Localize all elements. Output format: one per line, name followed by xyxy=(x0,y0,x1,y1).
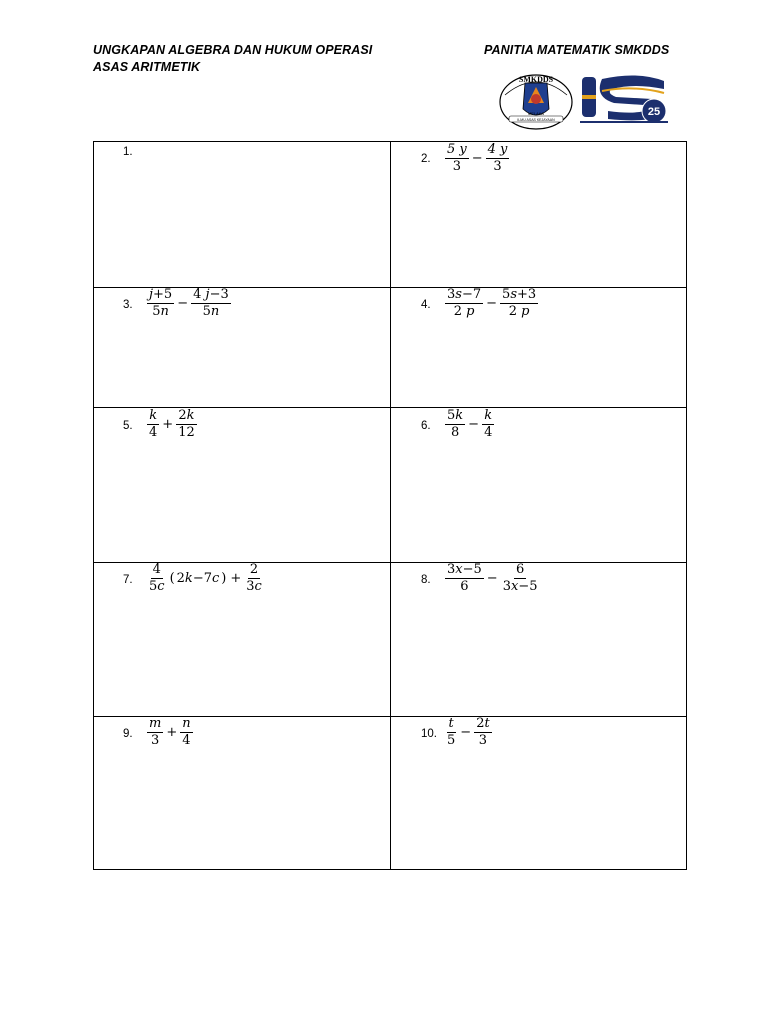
header-panel-name: PANITIA MATEMATIK SMKDDS xyxy=(484,43,670,57)
question-7-expression: $\frac{4}{5c}$ ( 2 k −7 c ) + $\frac{2}{3c}$ xyxy=(149,562,262,594)
question-number: 10. xyxy=(421,728,437,740)
question-number: 6. xyxy=(421,420,431,432)
table-column-divider xyxy=(390,142,391,869)
question-3-expression: $\frac{j+5}{5n}$ − $\frac{4 j-3}{5n}$ xyxy=(149,287,229,319)
question-number: 7. xyxy=(123,574,133,586)
question-number: 2. xyxy=(421,153,431,165)
header-topic-line1: UNGKAPAN ALGEBRA DAN HUKUM OPERASI xyxy=(93,43,373,57)
school-crest-logo xyxy=(497,69,575,131)
question-4-expression: $\frac{3s-7}{2 p}$ − $\frac{5s+3}{2 p}$ xyxy=(447,287,537,319)
anniversary-number: 25 xyxy=(647,106,661,118)
question-8-expression: $\frac{3x-5}{6}$ − $\frac{6}{3x-5}$ xyxy=(447,562,538,594)
header-topic-line2: ASAS ARITMETIK xyxy=(93,60,201,74)
question-table xyxy=(93,141,687,870)
question-number: 3. xyxy=(123,299,133,311)
school-state-text: MELAKA xyxy=(527,111,545,116)
question-6-expression: $\frac{5k}{8}$ − $\frac{k}{4}$ xyxy=(447,408,493,440)
question-number: 1. xyxy=(123,146,133,158)
anniversary-logo xyxy=(578,71,670,127)
school-motto-text: ILMU ASAS KEJAYAAN xyxy=(517,118,555,122)
question-2-expression: $\frac{5 y}{3}$ − $\frac{4 y}{3}$ xyxy=(447,142,508,174)
question-number: 4. xyxy=(421,299,431,311)
question-number: 9. xyxy=(123,728,133,740)
question-number: 8. xyxy=(421,574,431,586)
question-5-expression: $\frac{k}{4}$ + $\frac{2k}{12}$ xyxy=(149,408,195,440)
question-10-expression: $\frac{t}{5}$ − $\frac{2t}{3}$ xyxy=(447,716,490,748)
school-name-text: SMKDDS xyxy=(518,75,554,84)
question-9-expression: $\frac{m}{3}$ + $\frac{n}{4}$ xyxy=(149,716,191,748)
question-number: 5. xyxy=(123,420,133,432)
